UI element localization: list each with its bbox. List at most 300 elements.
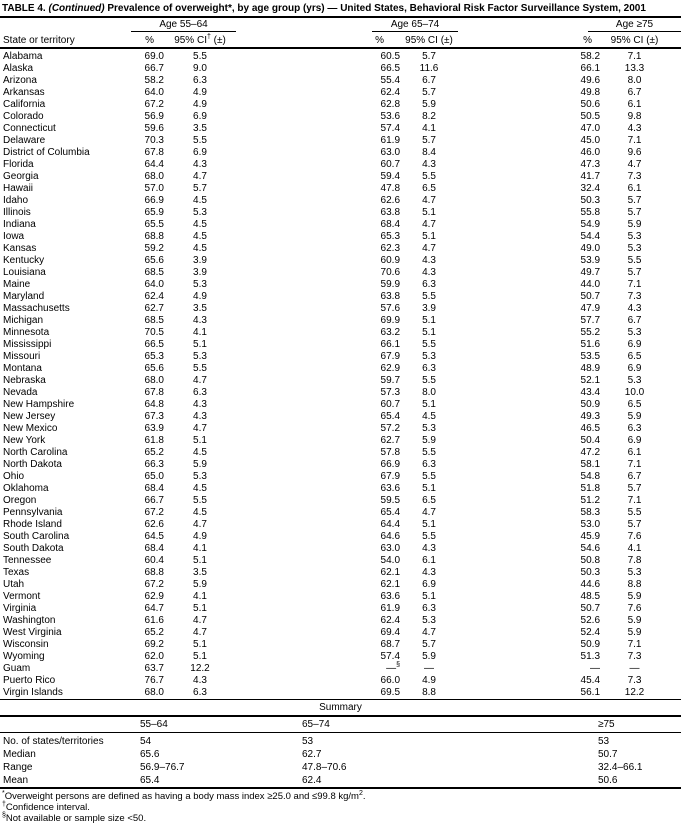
cell: 70.3 <box>144 135 164 146</box>
cell: 4.9 <box>193 291 207 302</box>
cell: 59.9 <box>380 279 401 290</box>
summary-col-75: ≥75 <box>598 717 681 732</box>
footnote-marker-section: § <box>2 811 6 819</box>
cell: 5.7 <box>422 87 436 98</box>
cell: 5.9 <box>627 411 642 422</box>
cell: 7.1 <box>627 135 642 146</box>
cell: 4.9 <box>422 675 436 686</box>
cell: 5.9 <box>422 435 436 446</box>
cell: 49.0 <box>580 243 601 254</box>
cell: 47.3 <box>580 159 601 170</box>
cell: 4.7 <box>193 627 207 638</box>
cell: 7.3 <box>627 171 642 182</box>
cell: 6.7 <box>627 87 642 98</box>
cell: 8.2 <box>422 111 436 122</box>
cell: 47.0 <box>580 123 601 134</box>
cell: 66.3 <box>144 459 164 470</box>
pct-column-header-3: % <box>458 32 600 48</box>
cell: 65.3 <box>144 351 164 362</box>
cell: 65.0 <box>144 471 164 482</box>
cell: 12.2 <box>190 663 210 674</box>
state-row <box>0 507 681 519</box>
cell: District of Columbia <box>3 147 90 158</box>
cell: 45.4 <box>580 675 601 686</box>
footnote-text: Overweight persons are defined as having a body mass index ≥25.0 and ≤99.8 kg/m <box>4 790 359 802</box>
cell: 4.5 <box>193 507 207 518</box>
cell: Wyoming <box>3 651 45 662</box>
cell: 5.9 <box>627 591 642 602</box>
cell: 67.2 <box>144 507 164 518</box>
cell: 5.3 <box>627 567 642 578</box>
cell: 54.6 <box>580 543 601 554</box>
cell: Kansas <box>3 243 37 254</box>
age-group-55-64-header <box>131 18 236 32</box>
cell: 5.1 <box>422 591 436 602</box>
cell: 63.6 <box>380 483 401 494</box>
cell: 5.1 <box>422 483 436 494</box>
prevalence-table-body <box>0 48 681 700</box>
state-row <box>0 351 681 363</box>
cell: 53.6 <box>380 111 401 122</box>
cell: 5.3 <box>193 351 207 362</box>
cell: 64.7 <box>144 603 164 614</box>
cell: 62.4 <box>144 291 164 302</box>
cell: 5.5 <box>627 255 642 266</box>
state-row <box>0 495 681 507</box>
cell: 65.6 <box>140 748 160 760</box>
state-row <box>0 603 681 615</box>
cell: 64.8 <box>144 399 164 410</box>
cell: 4.7 <box>193 375 207 386</box>
cell: Georgia <box>3 171 39 182</box>
cell: 62.6 <box>380 195 401 206</box>
cell: 62.9 <box>144 591 164 602</box>
cell: 5.5 <box>627 507 642 518</box>
cell: 67.8 <box>144 387 164 398</box>
cell: 3.9 <box>422 303 436 314</box>
cell: 5.5 <box>422 375 436 386</box>
table-title <box>0 0 681 18</box>
cell: 5.1 <box>193 435 207 446</box>
age-group-header-row <box>0 18 681 32</box>
cell: 65.3 <box>380 231 401 242</box>
cell: 4.1 <box>193 327 207 338</box>
state-row <box>0 423 681 435</box>
cell: 49.3 <box>580 411 601 422</box>
cell: 50.7 <box>580 603 601 614</box>
cell: 6.9 <box>627 339 642 350</box>
state-row <box>0 651 681 663</box>
summary-empty-cell <box>0 717 140 732</box>
table-title-continued: (Continued) <box>48 3 105 14</box>
cell: Nebraska <box>3 375 46 386</box>
cell: 59.4 <box>380 171 401 182</box>
cell: 13.3 <box>624 63 645 74</box>
state-row <box>0 255 681 267</box>
cell: 6.7 <box>422 75 436 86</box>
cell: 7.3 <box>627 651 642 662</box>
cell: 4.1 <box>422 123 436 134</box>
cell: 45.0 <box>580 135 601 146</box>
cell: 4.7 <box>422 219 436 230</box>
ci-header-1-pm: (±) <box>210 35 226 46</box>
footnote-marker-dagger: † <box>2 800 6 808</box>
cell: Louisiana <box>3 267 46 278</box>
age-group-75-label: Age ≥75 <box>588 19 681 32</box>
cell: Maine <box>3 279 31 290</box>
summary-table-header <box>0 717 681 732</box>
cell: 4.5 <box>422 411 436 422</box>
cell: Pennsylvania <box>3 507 63 518</box>
cell: Guam <box>3 663 31 674</box>
footnote-confidence-interval <box>2 802 681 813</box>
cell: 64.4 <box>144 159 164 170</box>
cell: 4.7 <box>422 507 436 518</box>
cell: 66.5 <box>380 63 401 74</box>
cell: 7.1 <box>627 51 642 62</box>
cell: 9.6 <box>627 147 642 158</box>
cell: 6.1 <box>422 555 436 566</box>
cell: 50.5 <box>580 111 601 122</box>
state-row <box>0 627 681 639</box>
cell: 62.7 <box>144 303 164 314</box>
cell: 6.9 <box>422 579 436 590</box>
cell: 70.6 <box>380 267 401 278</box>
cell: 4.3 <box>422 267 436 278</box>
cell: 32.4 <box>580 183 601 194</box>
cell: Rhode Island <box>3 519 62 530</box>
cell: 43.4 <box>580 387 601 398</box>
cell: 7.6 <box>627 603 642 614</box>
cell: 50.9 <box>580 399 601 410</box>
state-row <box>0 219 681 231</box>
cell: 6.9 <box>193 111 207 122</box>
cell: 68.8 <box>144 567 164 578</box>
footnote-overweight-definition <box>2 791 681 802</box>
cell: 4.5 <box>193 483 207 494</box>
cell: 6.1 <box>627 99 642 110</box>
cell: 65.4 <box>380 507 401 518</box>
cell: — <box>590 663 601 674</box>
cell: Florida <box>3 159 34 170</box>
cell: Missouri <box>3 351 41 362</box>
cell: 4.9 <box>193 87 207 98</box>
cell: 5.7 <box>627 483 642 494</box>
cell: 50.7 <box>580 291 601 302</box>
ci-column-header-3: 95% CI (±) <box>600 32 681 48</box>
cell: 5.7 <box>422 639 436 650</box>
state-row <box>0 471 681 483</box>
cell: 52.1 <box>580 375 601 386</box>
cell: 68.4 <box>380 219 401 230</box>
state-row <box>0 615 681 627</box>
cell: 59.2 <box>144 243 164 254</box>
cell: 53 <box>302 735 314 747</box>
state-row <box>0 159 681 171</box>
state-row <box>0 327 681 339</box>
cell: 50.3 <box>580 567 601 578</box>
cell: 3.9 <box>193 267 207 278</box>
cell: 62.4 <box>380 87 401 98</box>
cell: 57.8 <box>380 447 401 458</box>
summary-row <box>0 732 681 748</box>
cell: 60.4 <box>144 555 164 566</box>
cell: 56.9 <box>144 111 164 122</box>
footnote-superscript-2: 2 <box>358 789 363 797</box>
cell: 11.6 <box>419 63 439 74</box>
cell: New Jersey <box>3 411 56 422</box>
cell: 5.7 <box>193 183 207 194</box>
cell: 57.6 <box>380 303 401 314</box>
cell: Maryland <box>3 291 45 302</box>
cell: 7.1 <box>627 279 642 290</box>
cell: Indiana <box>3 219 36 230</box>
cell: 4.7 <box>193 519 207 530</box>
cell: 5.1 <box>193 339 207 350</box>
cell: 49.6 <box>580 75 601 86</box>
cell: 57.2 <box>380 423 401 434</box>
cell: Delaware <box>3 135 46 146</box>
cell: 62.1 <box>380 579 401 590</box>
cell: 70.5 <box>144 327 164 338</box>
cell: 6.9 <box>627 435 642 446</box>
cell: 53.0 <box>580 519 601 530</box>
cell: 8.8 <box>627 579 642 590</box>
state-row <box>0 459 681 471</box>
cell: 4.7 <box>193 171 207 182</box>
table-title-rest: Prevalence of overweight*, by age group (yrs) — United States, Behavioral Risk Factor Surveillance System, 2001 <box>104 3 646 14</box>
cell: 65.2 <box>144 447 164 458</box>
cell: 5.1 <box>193 651 207 662</box>
cell: 65.6 <box>144 363 164 374</box>
cell: 7.3 <box>627 291 642 302</box>
cell: 55.8 <box>580 207 601 218</box>
cell: 47.9 <box>580 303 601 314</box>
footnote-text-tail: . <box>362 790 366 802</box>
prevalence-table <box>0 18 681 700</box>
age-group-75-header <box>458 18 681 32</box>
cell: 5.3 <box>193 279 207 290</box>
state-row <box>0 111 681 123</box>
cell: 5.5 <box>422 471 436 482</box>
cell: 5.5 <box>422 339 436 350</box>
cell: 54.9 <box>580 219 601 230</box>
cell: — <box>424 663 435 674</box>
cell: 4.7 <box>627 159 642 170</box>
cell: 50.8 <box>580 555 601 566</box>
cell: 63.8 <box>380 207 401 218</box>
cell: Montana <box>3 363 42 374</box>
cell: 6.5 <box>422 183 436 194</box>
cell: — <box>629 663 640 674</box>
summary-col-65-74: 65–74 <box>302 717 598 732</box>
cell: 4.3 <box>422 567 436 578</box>
cell: 66.1 <box>380 339 401 350</box>
cell: 68.5 <box>144 267 164 278</box>
cell: 5.9 <box>627 219 642 230</box>
cell: 62.0 <box>144 651 164 662</box>
cell: 61.9 <box>380 135 401 146</box>
cell: 4.1 <box>193 543 207 554</box>
cell: Kentucky <box>3 255 45 266</box>
cell: 45.9 <box>580 531 601 542</box>
cell: 55.4 <box>380 75 401 86</box>
cell: Minnesota <box>3 327 50 338</box>
cell: Virginia <box>3 603 37 614</box>
cell: 47.8 <box>380 183 401 194</box>
cell: 5.5 <box>422 531 436 542</box>
cell: 46.5 <box>580 423 601 434</box>
cell: 63.0 <box>380 147 401 158</box>
cell: 64.6 <box>380 531 401 542</box>
cell: 5.5 <box>422 291 436 302</box>
cell: 69.0 <box>144 51 164 62</box>
cell: 69.9 <box>380 315 401 326</box>
cell: 5.7 <box>627 207 642 218</box>
cell: New Hampshire <box>3 399 75 410</box>
cell: 63.9 <box>144 423 164 434</box>
state-row <box>0 399 681 411</box>
cell: 6.3 <box>627 423 642 434</box>
cell: 65.5 <box>144 219 164 230</box>
cell: Nevada <box>3 387 38 398</box>
summary-row <box>0 774 681 788</box>
cell: 5.3 <box>193 207 207 218</box>
cell: 5.1 <box>422 327 436 338</box>
cell: Colorado <box>3 111 44 122</box>
state-row <box>0 147 681 159</box>
cell: 60.9 <box>380 255 401 266</box>
cell: 5.5 <box>193 495 207 506</box>
cell-section-marker: § <box>396 661 401 669</box>
cell: 4.9 <box>193 99 207 110</box>
cell: 5.3 <box>627 231 642 242</box>
cell: 5.5 <box>193 363 207 374</box>
cell: 4.5 <box>193 195 207 206</box>
cell: 4.5 <box>193 231 207 242</box>
cell: 51.2 <box>580 495 601 506</box>
cell: 7.8 <box>627 555 642 566</box>
state-row <box>0 267 681 279</box>
cell: 4.7 <box>422 627 436 638</box>
state-row <box>0 183 681 195</box>
cell: 5.3 <box>627 375 642 386</box>
cell: 6.5 <box>627 399 642 410</box>
state-row <box>0 339 681 351</box>
cell: 52.6 <box>580 615 601 626</box>
state-row <box>0 375 681 387</box>
column-header-row <box>0 32 681 48</box>
cell: 5.1 <box>422 315 436 326</box>
cell: 54 <box>140 735 152 747</box>
cell: 5.3 <box>627 243 642 254</box>
cell: 4.1 <box>627 543 642 554</box>
cell: 4.3 <box>193 315 207 326</box>
cell: 62.7 <box>302 748 322 760</box>
cell: 68.5 <box>144 315 164 326</box>
cell: Median <box>3 748 36 760</box>
cell: 51.6 <box>580 339 601 350</box>
cell: 68.4 <box>144 483 164 494</box>
cell: 4.5 <box>193 243 207 254</box>
cell: 69.2 <box>144 639 164 650</box>
cell: Alaska <box>3 63 34 74</box>
ci-header-1-text: 95% CI <box>174 35 207 46</box>
cell: 54.0 <box>380 555 401 566</box>
state-row <box>0 543 681 555</box>
cell: 68.4 <box>144 543 164 554</box>
cell: 68.8 <box>144 231 164 242</box>
cell: Virgin Islands <box>3 687 63 698</box>
cell: North Dakota <box>3 459 62 470</box>
cell: Vermont <box>3 591 41 602</box>
cell: Idaho <box>3 195 29 206</box>
cell: 50.9 <box>580 639 601 650</box>
cell: 5.1 <box>193 555 207 566</box>
footnote-not-available <box>2 813 681 824</box>
cell: 5.1 <box>422 399 436 410</box>
cell: 53.5 <box>580 351 601 362</box>
state-row <box>0 135 681 147</box>
cell: 4.7 <box>193 423 207 434</box>
summary-heading: Summary <box>0 700 681 717</box>
cell: 3.9 <box>193 255 207 266</box>
cell: 68.0 <box>144 687 164 698</box>
cell: Hawaii <box>3 183 34 194</box>
cell: 5.7 <box>422 135 436 146</box>
cell: 60.5 <box>380 51 401 62</box>
cell: 5.3 <box>422 615 436 626</box>
cell: 5.9 <box>627 627 642 638</box>
cell: 5.5 <box>193 51 207 62</box>
cell: South Dakota <box>3 543 64 554</box>
cell: 67.3 <box>144 411 164 422</box>
cell: 5.5 <box>422 171 436 182</box>
cell: Range <box>3 761 33 773</box>
cell: 58.2 <box>580 51 601 62</box>
cell: Michigan <box>3 315 44 326</box>
state-row <box>0 435 681 447</box>
cell: 6.1 <box>627 447 642 458</box>
state-column-header: State or territory <box>0 32 131 48</box>
cell: Alabama <box>3 51 43 62</box>
cell: 32.4–66.1 <box>598 761 643 773</box>
cell: Tennessee <box>3 555 52 566</box>
empty-corner-cell <box>0 18 131 32</box>
cell: 7.1 <box>627 459 642 470</box>
age-group-65-74-header <box>236 18 458 32</box>
cell: 59.6 <box>144 123 164 134</box>
prevalence-table-header <box>0 18 681 48</box>
cell: 5.9 <box>422 651 436 662</box>
state-row <box>0 447 681 459</box>
summary-table <box>0 717 681 789</box>
cell: 6.3 <box>422 603 436 614</box>
cell: 50.6 <box>580 99 601 110</box>
cell: 65.9 <box>144 207 164 218</box>
cell: 6.3 <box>193 687 207 698</box>
cell: 51.8 <box>580 483 601 494</box>
ci-column-header-1 <box>164 32 236 48</box>
cell: 5.3 <box>422 351 436 362</box>
cell: 5.1 <box>422 207 436 218</box>
cell: 7.1 <box>627 639 642 650</box>
cell: 4.3 <box>422 159 436 170</box>
cell: Connecticut <box>3 123 56 134</box>
cell: 4.5 <box>193 447 207 458</box>
cell: 68.0 <box>144 171 164 182</box>
state-row <box>0 591 681 603</box>
